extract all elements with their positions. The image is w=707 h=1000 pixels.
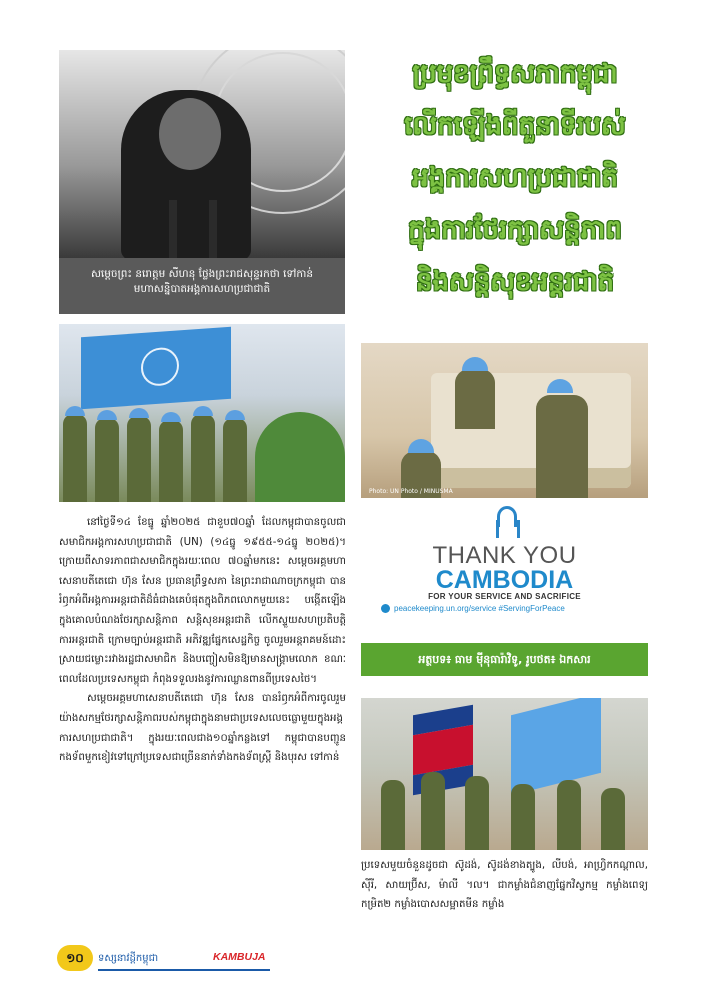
- un-logo-icon: [381, 604, 390, 613]
- photo-parade-flags: [361, 698, 648, 850]
- magazine-name-latin: KAMBUJA: [213, 951, 266, 963]
- soldier: [127, 416, 151, 502]
- soldier: [191, 414, 215, 502]
- blue-helmet: [129, 408, 149, 418]
- cambodia-text: CAMBODIA: [435, 566, 574, 594]
- magazine-name-khmer: ទស្សនាវដ្ដីកម្ពុជា: [98, 953, 159, 964]
- un-emblem-icon: [141, 346, 179, 387]
- soldier: [421, 772, 445, 850]
- footer-rule: [98, 969, 270, 971]
- title-line-1: ប្រមុខព្រឹទ្ធសភាកម្ពុជា: [412, 59, 618, 89]
- title-line-5: និងសន្តិសុខអន្តរជាតិ: [415, 267, 615, 297]
- blue-helmet: [462, 357, 488, 371]
- thank-you-text: THANK YOU: [432, 542, 577, 569]
- blue-helmet: [225, 410, 245, 420]
- title-line-2: លើកឡើងពីតួនាទីរបស់: [404, 111, 626, 141]
- page-number-badge: ១០: [57, 945, 93, 971]
- peacekeeping-link-text: [381, 604, 641, 613]
- title-line-4: ក្នុងការថែរក្សាសន្តិភាព: [408, 215, 622, 245]
- service-sacrifice-text: FOR YOUR SERVICE AND SACRIFICE: [428, 592, 581, 601]
- soldier: [601, 788, 625, 850]
- microphone: [169, 200, 177, 258]
- caption-line-2: មហាសន្និបាតអង្គការសហប្រជាជាតិ: [133, 283, 271, 295]
- photo-credit: Photo: UN Photo / MINUSMA: [369, 488, 453, 495]
- soldier: [455, 369, 495, 429]
- soldier: [159, 420, 183, 502]
- blue-helmet: [193, 406, 213, 416]
- soldier: [536, 395, 588, 498]
- microphone: [209, 200, 217, 258]
- article-title: [365, 48, 665, 318]
- soldier: [95, 418, 119, 502]
- tree: [255, 412, 345, 502]
- soldier: [511, 784, 535, 850]
- soldier: [465, 776, 489, 850]
- soldier: [381, 780, 405, 850]
- photo-peacekeepers-vehicle: [361, 343, 648, 498]
- caption-line-1: សម្ដេចព្រះ នរោត្ដម សីហនុ ថ្លែងព្រះរាជសុន្ទរកថា ទៅកាន់: [90, 268, 314, 280]
- peacekeeping-url: peacekeeping.un.org/service #ServingForPeace: [394, 604, 565, 613]
- ribbon-icon: [494, 506, 516, 538]
- speaker-head: [159, 98, 221, 170]
- article-body-right: ប្រទេសមួយចំនួនដូចជា ស៊ូដង់, ស៊ូដង់ខាងត្បូង, លីបង់, អាហ្វ្រិកកណ្ដាល, ស៊ីរី, សាយប្រ៊ីស, ម៉ាលី ។ល។ ជាកម្លាំងជំនាញផ្នែកវិស្វកម្ម កម្លាំងពេទ្យកម្រិត២ កម្លាំងបោសសម្អាតមីន កម្លាំង: [361, 860, 648, 911]
- soldier: [63, 414, 87, 502]
- blue-helmet: [97, 410, 117, 420]
- soldier: [223, 418, 247, 502]
- blue-helmet: [161, 412, 181, 422]
- photo-caption: [59, 258, 345, 314]
- title-line-3: អង្គការសហប្រជាជាតិ: [412, 163, 618, 193]
- un-flag: [511, 698, 601, 795]
- article-body-left: [59, 513, 346, 768]
- paragraph: នៅថ្ងៃទី១៤ ខែធ្នូ ឆ្នាំ២០២៥ ជាខួប៧០ឆ្នាំ ដែលកម្ពុជាបានចូលជាសមាជិកអង្គការសហប្រជាជាតិ (UN) (១៤ធ្នូ ១៩៥៥-១៤ធ្នូ ២០២៥)។ ក្រោយពីសាទរភាពជាសមាជិកក្នុងរយៈពេល ៧០ឆ្នាំមកនេះ សម្ដេចអគ្គមហាសេនាបតីតេជោ ហ៊ុន សែន ប្រធានព្រឹទ្ធសភា នៃព្រះរាជាណាចក្រកម្ពុជា បានរំឭកអំពីអង្គការអន្តរជាតិដ៏ធំជាងគេបំផុតក្នុងពិភពលោកមួយនេះ បង្កើតឡើងក្នុងគោលបំណងថែរក្សាសន្តិភាព សន្តិសុខអន្តរជាតិ លើកស្ទួយសហប្រតិបត្តិការអន្តរជាតិ ក្រោមច្បាប់អន្តរជាតិ អភិវឌ្ឍផ្នែកសេដ្ឋកិច្ច ចូលរួមអន្តរាគមន៍ដោះស្រាយជម្លោះរវាងរដ្ឋជាសមាជិក និងបញ្ចៀសមិនឱ្យមានសង្គ្រាមលោក ខណៈពេលដែលប្រទេសកម្ពុជា កំពុងទទួលរងនូវការឈ្លានពានពីប្រទេសថៃ។: [59, 517, 346, 685]
- soldier: [557, 780, 581, 850]
- un-flag: [81, 327, 231, 409]
- paragraph: សម្ដេចអគ្គមហាសេនាបតីតេជោ ហ៊ុន សែន បានរំឭកអំពីការចូលរួមយ៉ាងសកម្មថែរក្សាសន្តិភាពរបស់កម្ពុជាក្នុងនាមជាប្រទេសលេចធ្លោមួយក្នុងអង្គការសហប្រជាជាតិ។ ក្នុងរយៈពេលជាង១០ឆ្នាំកន្លងទៅ កម្ពុជាបានបញ្ជូនកងទ័ពមួកខៀវទៅក្រៅប្រទេសជាច្រើននាក់ទាំងកងទ័ពស្ត្រី និងបុរស ទៅកាន់: [59, 693, 346, 764]
- author-credit-bar: អត្ថបទ៖ ធាម ម៉ីនុធារ៉ាវិទូ, រូបថត៖ ឯកសារ: [361, 643, 648, 676]
- photo-peacekeepers-un-flag: [59, 324, 345, 502]
- photo-sihanouk-un-speech: [59, 50, 345, 258]
- thank-you-cambodia-graphic: [361, 498, 648, 626]
